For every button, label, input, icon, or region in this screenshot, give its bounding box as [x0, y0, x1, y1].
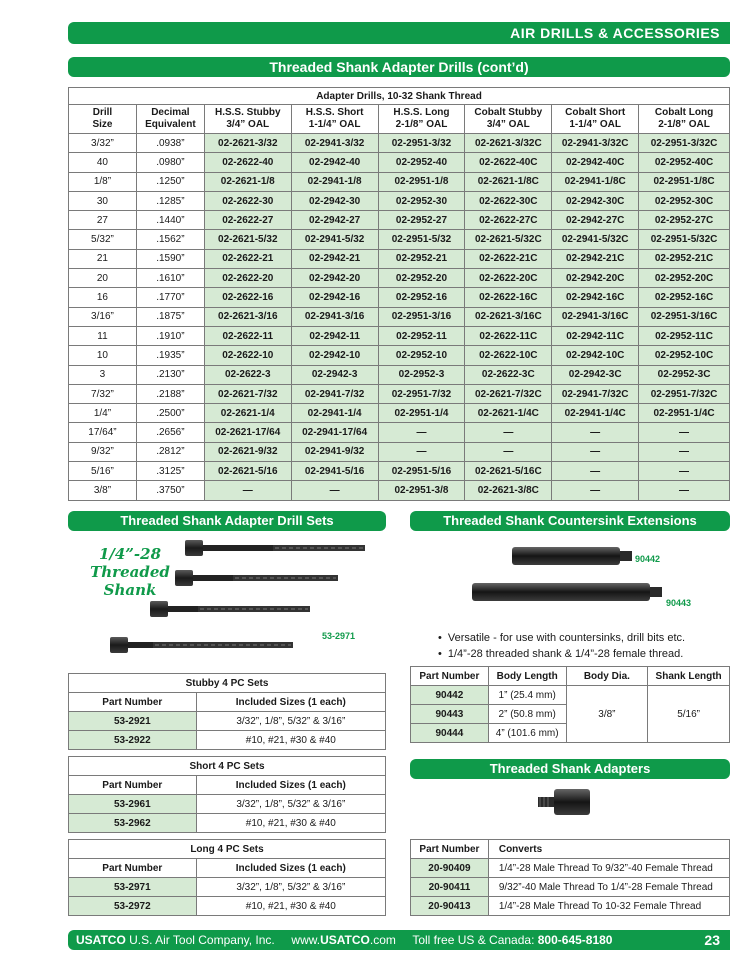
body-length: 1” (25.4 mm): [488, 686, 566, 705]
column-header: [136, 105, 204, 134]
included-sizes: #10, #21, #30 & #40: [196, 897, 385, 916]
table-row: [69, 404, 730, 423]
table-row: [69, 442, 730, 461]
table-row: [69, 878, 386, 897]
part-number: —: [378, 423, 465, 442]
part-number: 20-90411: [411, 878, 489, 897]
drill-bit-4: [110, 637, 293, 653]
col-included-sizes: Included Sizes (1 each): [196, 859, 385, 878]
column-header-line1: Drill: [92, 107, 113, 118]
part-number: 02-2941-1/8: [291, 172, 378, 191]
drill-size: 10: [69, 346, 137, 365]
included-sizes: 3/32”, 1/8”, 5/32” & 3/16”: [196, 878, 385, 897]
decimal-equivalent: .2656”: [136, 423, 204, 442]
table-row: [69, 365, 730, 384]
part-number: 53-2921: [69, 712, 197, 731]
part-number: 02-2942-20C: [552, 269, 639, 288]
feature-item: • 1/4”-28 threaded shank & 1/4”-28 female thread.: [438, 646, 685, 662]
drill-bit-2: [175, 570, 338, 586]
part-number: —: [639, 481, 730, 500]
table-row: [411, 686, 730, 705]
part-number: 02-2942-10C: [552, 346, 639, 365]
part-number: 02-2951-5/32: [378, 230, 465, 249]
part-number: 02-2941-3/32C: [552, 134, 639, 153]
countersink-extensions-title: Threaded Shank Countersink Extensions: [410, 511, 730, 531]
column-header-line1: Decimal: [151, 107, 190, 118]
part-number: 02-2951-5/16: [378, 462, 465, 481]
drill-bit-1: [185, 540, 365, 556]
part-number: 02-2942-10: [291, 346, 378, 365]
script-line-1: 1/4”-28: [98, 545, 162, 563]
part-number: 02-2622-20C: [465, 269, 552, 288]
decimal-equivalent: .1562”: [136, 230, 204, 249]
drill-size: 9/32”: [69, 442, 137, 461]
drill-size: 7/32”: [69, 384, 137, 403]
page-title: Threaded Shank Adapter Drills (cont’d): [269, 59, 529, 75]
table-row: [69, 814, 386, 833]
table-row: [69, 153, 730, 172]
decimal-equivalent: .2130”: [136, 365, 204, 384]
adapter-drills-table: [68, 87, 730, 501]
part-number: 02-2622-11C: [465, 326, 552, 345]
decimal-equivalent: .1440”: [136, 211, 204, 230]
column-header: [639, 105, 730, 134]
part-number: —: [204, 481, 291, 500]
part-number: —: [639, 423, 730, 442]
part-number: 53-2922: [69, 731, 197, 750]
part-number: 02-2942-27: [291, 211, 378, 230]
footer-web: [291, 933, 395, 947]
decimal-equivalent: .3125”: [136, 462, 204, 481]
part-number: 02-2952-16: [378, 288, 465, 307]
part-number: 02-2942-30C: [552, 191, 639, 210]
part-number: —: [291, 481, 378, 500]
part-number: 53-2962: [69, 814, 197, 833]
part-number: 02-2621-5/16: [204, 462, 291, 481]
part-number: 02-2951-3/16: [378, 307, 465, 326]
table-row: [69, 481, 730, 500]
drill-size: 3/16”: [69, 307, 137, 326]
part-number: 02-2942-3C: [552, 365, 639, 384]
part-number: 02-2941-1/4C: [552, 404, 639, 423]
part-number: 02-2951-7/32C: [639, 384, 730, 403]
col-body-length: Body Length: [488, 667, 566, 686]
part-number: 02-2951-1/4: [378, 404, 465, 423]
adapters-title: Threaded Shank Adapters: [410, 759, 730, 779]
decimal-equivalent: .0980”: [136, 153, 204, 172]
part-number: 02-2951-3/16C: [639, 307, 730, 326]
column-header: [204, 105, 291, 134]
body-length: 4” (101.6 mm): [488, 724, 566, 743]
part-number: 02-2622-40: [204, 153, 291, 172]
category-title: AIR DRILLS & ACCESSORIES: [510, 25, 720, 41]
part-number: 02-2942-3: [291, 365, 378, 384]
part-number: 02-2942-21: [291, 249, 378, 268]
part-number: 02-2951-3/8: [378, 481, 465, 500]
column-header-line2: 3/4” OAL: [486, 119, 530, 130]
table-row: [411, 897, 730, 916]
table-row: [411, 878, 730, 897]
part-number: 02-2942-40C: [552, 153, 639, 172]
part-number: 02-2622-27C: [465, 211, 552, 230]
footer-web-prefix: www.: [291, 933, 321, 947]
col-part-number: Part Number: [411, 840, 489, 859]
table-row: [69, 326, 730, 345]
column-header: [378, 105, 465, 134]
included-sizes: 3/32”, 1/8”, 5/32” & 3/16”: [196, 712, 385, 731]
part-number: —: [552, 481, 639, 500]
drill-set-table: [68, 839, 386, 916]
part-number: 02-2622-30: [204, 191, 291, 210]
drill-size: 1/8”: [69, 172, 137, 191]
column-header-line2: 3/4” OAL: [226, 119, 270, 130]
part-number: 02-2621-3/16C: [465, 307, 552, 326]
part-number: 02-2951-1/8C: [639, 172, 730, 191]
footer-brand: USATCO: [76, 933, 126, 947]
drill-sets-title: Threaded Shank Adapter Drill Sets: [68, 511, 386, 531]
part-number: 02-2942-16: [291, 288, 378, 307]
part-number: 02-2952-10C: [639, 346, 730, 365]
col-part-number: Part Number: [69, 776, 197, 795]
part-number: 02-2621-17/64: [204, 423, 291, 442]
part-number: 02-2951-3/32: [378, 134, 465, 153]
footer-web-brand: USATCO: [320, 933, 370, 947]
column-header: [69, 105, 137, 134]
extension-label-90442: 90442: [635, 554, 661, 564]
table-row: [69, 269, 730, 288]
footer-bar: [68, 930, 730, 950]
table-body: [69, 134, 730, 501]
column-header-line1: H.S.S. Long: [393, 107, 450, 118]
part-number: 02-2941-3/32: [291, 134, 378, 153]
body-dia: 3/8”: [566, 686, 648, 743]
part-number: 02-2622-40C: [465, 153, 552, 172]
part-number: 90442: [411, 686, 489, 705]
drill-size: 5/32”: [69, 230, 137, 249]
extension-90442: [512, 547, 632, 565]
part-number: 02-2942-30: [291, 191, 378, 210]
part-number: 02-2621-1/8C: [465, 172, 552, 191]
shank-length: 5/16”: [648, 686, 730, 743]
part-number: 02-2622-16C: [465, 288, 552, 307]
part-number: 02-2622-3: [204, 365, 291, 384]
part-number: —: [639, 442, 730, 461]
table-row: [69, 346, 730, 365]
part-number: 02-2952-40: [378, 153, 465, 172]
part-number: 02-2952-21C: [639, 249, 730, 268]
part-number: 02-2621-3/32: [204, 134, 291, 153]
col-part-number: Part Number: [69, 859, 197, 878]
table-row: [69, 423, 730, 442]
column-header-line1: Cobalt Stubby: [474, 107, 543, 118]
table-row: [69, 172, 730, 191]
part-number: 02-2622-11: [204, 326, 291, 345]
decimal-equivalent: .1590”: [136, 249, 204, 268]
part-number: —: [639, 462, 730, 481]
table-row: [69, 191, 730, 210]
part-number: 20-90413: [411, 897, 489, 916]
part-number: 02-2952-20C: [639, 269, 730, 288]
table-row: [69, 230, 730, 249]
part-number: 02-2951-3/32C: [639, 134, 730, 153]
part-number: 02-2622-30C: [465, 191, 552, 210]
part-number: 02-2941-1/4: [291, 404, 378, 423]
drill-size: 5/16”: [69, 462, 137, 481]
drill-set-table: [68, 673, 386, 750]
part-number: 90443: [411, 705, 489, 724]
column-header-line1: Cobalt Short: [565, 107, 626, 118]
column-header-line2: 1-1/4” OAL: [569, 119, 622, 130]
col-included-sizes: Included Sizes (1 each): [196, 693, 385, 712]
column-header-line2: Size: [92, 119, 113, 130]
drill-size: 40: [69, 153, 137, 172]
extensions-table: [410, 666, 730, 743]
part-number: 02-2621-3/16: [204, 307, 291, 326]
drill-set-image: [95, 535, 395, 665]
decimal-equivalent: .2812”: [136, 442, 204, 461]
converts: 1/4”-28 Male Thread To 9/32”-40 Female Thread: [488, 859, 729, 878]
part-number: 02-2942-20: [291, 269, 378, 288]
part-number: 02-2952-27: [378, 211, 465, 230]
category-banner: [68, 22, 730, 44]
drill-size: 3/32”: [69, 134, 137, 153]
part-number: 02-2942-16C: [552, 288, 639, 307]
part-number: 02-2952-30C: [639, 191, 730, 210]
drill-size: 17/64”: [69, 423, 137, 442]
table-row: [69, 795, 386, 814]
column-header-line1: H.S.S. Stubby: [214, 107, 281, 118]
part-number: 02-2621-5/16C: [465, 462, 552, 481]
drill-size: 21: [69, 249, 137, 268]
part-number: 02-2951-5/32C: [639, 230, 730, 249]
drill-size: 3: [69, 365, 137, 384]
part-number: 02-2952-40C: [639, 153, 730, 172]
part-number: 02-2952-10: [378, 346, 465, 365]
part-number: 02-2952-3: [378, 365, 465, 384]
column-header-line2: Equivalent: [145, 119, 196, 130]
part-number: 02-2952-20: [378, 269, 465, 288]
part-number: 90444: [411, 724, 489, 743]
table-row: [69, 134, 730, 153]
part-number: 02-2941-3/16C: [552, 307, 639, 326]
table-row: [69, 211, 730, 230]
decimal-equivalent: .1770”: [136, 288, 204, 307]
drill-set-table: [68, 756, 386, 833]
part-number: 02-2621-1/4C: [465, 404, 552, 423]
part-number: 02-2622-20: [204, 269, 291, 288]
part-number: 02-2941-7/32: [291, 384, 378, 403]
extension-label-90443: 90443: [666, 598, 692, 608]
part-number: 02-2622-10C: [465, 346, 552, 365]
part-number: 02-2621-1/4: [204, 404, 291, 423]
part-number: 02-2942-27C: [552, 211, 639, 230]
part-number: 02-2942-11: [291, 326, 378, 345]
included-sizes: #10, #21, #30 & #40: [196, 731, 385, 750]
drill-size: 3/8”: [69, 481, 137, 500]
column-header-line1: H.S.S. Short: [305, 107, 364, 118]
col-shank-length: Shank Length: [648, 667, 730, 686]
part-number: 02-2952-11: [378, 326, 465, 345]
part-number: 53-2961: [69, 795, 197, 814]
part-number: 02-2621-7/32: [204, 384, 291, 403]
part-number: 02-2952-30: [378, 191, 465, 210]
page-title-banner: [68, 57, 730, 77]
part-number: 02-2941-5/32C: [552, 230, 639, 249]
column-header-line2: 1-1/4” OAL: [308, 119, 361, 130]
part-number: 02-2621-9/32: [204, 442, 291, 461]
part-number: 20-90409: [411, 859, 489, 878]
part-number: —: [465, 423, 552, 442]
part-number: 02-2621-5/32: [204, 230, 291, 249]
col-included-sizes: Included Sizes (1 each): [196, 776, 385, 795]
decimal-equivalent: .1935”: [136, 346, 204, 365]
column-header-line1: Cobalt Long: [654, 107, 714, 118]
table-row: [69, 712, 386, 731]
part-number: 02-2621-3/8C: [465, 481, 552, 500]
script-line-3: Shank: [103, 581, 157, 599]
part-number: 02-2941-17/64: [291, 423, 378, 442]
part-number: 02-2952-11C: [639, 326, 730, 345]
part-number: —: [552, 423, 639, 442]
part-number: 53-2972: [69, 897, 197, 916]
part-number: 02-2941-7/32C: [552, 384, 639, 403]
part-number: 02-2951-1/4C: [639, 404, 730, 423]
drill-size: 1/4”: [69, 404, 137, 423]
part-number: 02-2622-21: [204, 249, 291, 268]
col-part-number: Part Number: [69, 693, 197, 712]
drill-size: 20: [69, 269, 137, 288]
drill-size: 11: [69, 326, 137, 345]
decimal-equivalent: .1285”: [136, 191, 204, 210]
part-number: 02-2622-16: [204, 288, 291, 307]
drill-bit-3: [150, 601, 310, 617]
part-number: 02-2621-3/32C: [465, 134, 552, 153]
footer-toll-label: Toll free US & Canada:: [412, 933, 535, 947]
part-number: 02-2942-11C: [552, 326, 639, 345]
drill-set-image-label: 53-2971: [322, 631, 356, 641]
adapters-table: [410, 839, 730, 916]
decimal-equivalent: .3750”: [136, 481, 204, 500]
decimal-equivalent: .1250”: [136, 172, 204, 191]
decimal-equivalent: .2188”: [136, 384, 204, 403]
set-caption: Long 4 PC Sets: [69, 840, 386, 859]
drill-size: 30: [69, 191, 137, 210]
col-part-number: Part Number: [411, 667, 489, 686]
table-row: [411, 859, 730, 878]
table-row: [69, 288, 730, 307]
column-header-line2: 2-1/8” OAL: [658, 119, 710, 130]
part-number: 02-2952-21: [378, 249, 465, 268]
table-row: [69, 731, 386, 750]
part-number: 02-2941-9/32: [291, 442, 378, 461]
part-number: 02-2622-21C: [465, 249, 552, 268]
adapter-image: [530, 785, 610, 825]
table-row: [69, 462, 730, 481]
feature-item: • Versatile - for use with countersinks, drill bits etc.: [438, 630, 685, 646]
part-number: 02-2942-21C: [552, 249, 639, 268]
col-converts: Converts: [488, 840, 729, 859]
set-caption: Stubby 4 PC Sets: [69, 674, 386, 693]
table-row: [69, 384, 730, 403]
part-number: 02-2621-1/8: [204, 172, 291, 191]
decimal-equivalent: .0938”: [136, 134, 204, 153]
part-number: 02-2951-1/8: [378, 172, 465, 191]
part-number: 02-2951-7/32: [378, 384, 465, 403]
part-number: 02-2952-27C: [639, 211, 730, 230]
part-number: 02-2941-1/8C: [552, 172, 639, 191]
decimal-equivalent: .1875”: [136, 307, 204, 326]
extensions-image: [470, 535, 670, 625]
converts: 9/32”-40 Male Thread To 1/4”-28 Female Thread: [488, 878, 729, 897]
body-length: 2” (50.8 mm): [488, 705, 566, 724]
part-number: 02-2952-3C: [639, 365, 730, 384]
part-number: —: [552, 442, 639, 461]
table-row: [69, 249, 730, 268]
part-number: 02-2622-3C: [465, 365, 552, 384]
column-header: [465, 105, 552, 134]
part-number: 02-2622-27: [204, 211, 291, 230]
part-number: 02-2942-40: [291, 153, 378, 172]
script-line-2: Threaded: [90, 563, 170, 581]
part-number: 02-2621-7/32C: [465, 384, 552, 403]
part-number: 02-2621-5/32C: [465, 230, 552, 249]
included-sizes: #10, #21, #30 & #40: [196, 814, 385, 833]
footer-web-suffix: .com: [369, 933, 396, 947]
drill-size: 16: [69, 288, 137, 307]
table-caption: Adapter Drills, 10-32 Shank Thread: [69, 88, 730, 105]
column-header: [291, 105, 378, 134]
included-sizes: 3/32”, 1/8”, 5/32” & 3/16”: [196, 795, 385, 814]
part-number: 02-2941-3/16: [291, 307, 378, 326]
decimal-equivalent: .2500”: [136, 404, 204, 423]
footer-company: U.S. Air Tool Company, Inc.: [129, 933, 275, 947]
column-header-line2: 2-1/8” OAL: [395, 119, 448, 130]
converts: 1/4”-28 Male Thread To 10-32 Female Thread: [488, 897, 729, 916]
table-row: [69, 897, 386, 916]
adapters-table-body: [411, 859, 730, 916]
footer-phone: 800-645-8180: [537, 933, 613, 947]
table-header-row: [69, 105, 730, 134]
decimal-equivalent: .1910”: [136, 326, 204, 345]
decimal-equivalent: .1610”: [136, 269, 204, 288]
set-caption: Short 4 PC Sets: [69, 757, 386, 776]
col-body-dia: Body Dia.: [566, 667, 648, 686]
part-number: 02-2941-5/16: [291, 462, 378, 481]
table-row: [69, 307, 730, 326]
part-number: —: [552, 462, 639, 481]
part-number: 02-2941-5/32: [291, 230, 378, 249]
page-number: 23: [704, 932, 720, 948]
drill-size: 27: [69, 211, 137, 230]
part-number: —: [378, 442, 465, 461]
extension-features: [438, 630, 685, 662]
column-header: [552, 105, 639, 134]
extension-90443: [472, 583, 662, 601]
part-number: —: [465, 442, 552, 461]
part-number: 02-2622-10: [204, 346, 291, 365]
part-number: 53-2971: [69, 878, 197, 897]
part-number: 02-2952-16C: [639, 288, 730, 307]
